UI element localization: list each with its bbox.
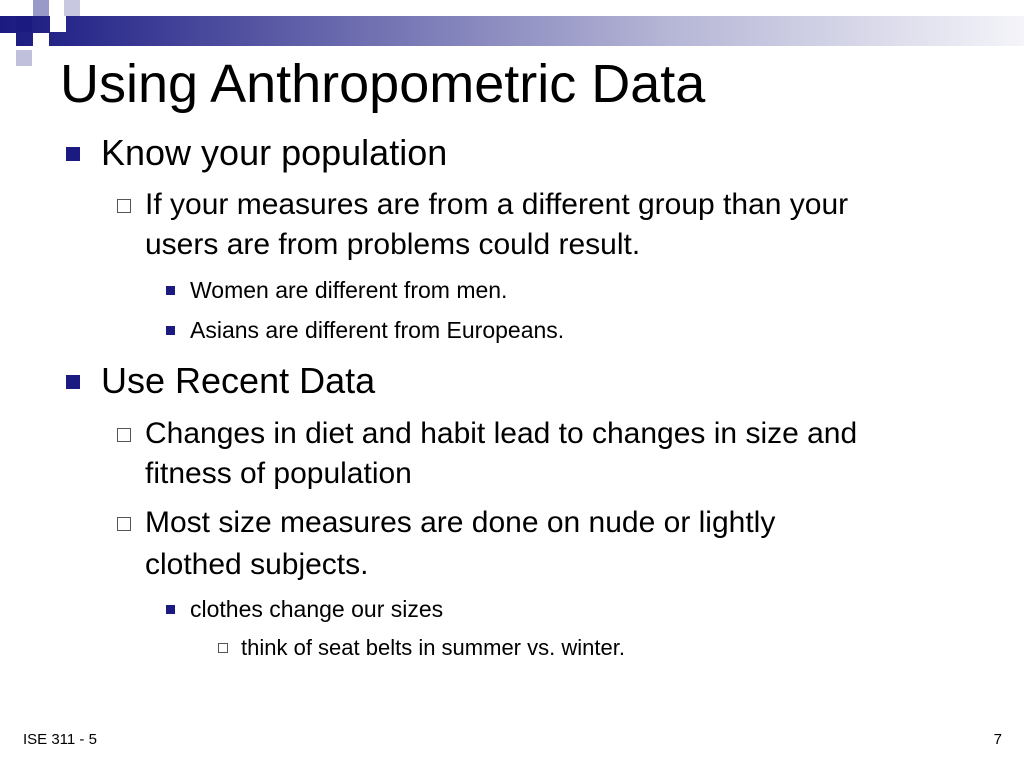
- bullet-text-line: clothed subjects.: [145, 548, 369, 581]
- filled-square-bullet-icon: [166, 286, 175, 295]
- filled-square-bullet-icon: [66, 147, 80, 161]
- hollow-square-bullet-icon: [117, 517, 131, 531]
- bullet-text-line: If your measures are from a different group than your: [145, 188, 849, 221]
- hollow-square-bullet-icon: [117, 199, 131, 213]
- header-gradient-bar: [0, 16, 1024, 46]
- bullet-text-line: users are from problems could result.: [145, 228, 641, 261]
- bullet-text: clothes change our sizes: [190, 596, 444, 622]
- bullet-text: Women are different from men.: [190, 277, 508, 303]
- bullet-text-line: fitness of population: [145, 457, 412, 490]
- bullet-text: Asians are different from Europeans.: [190, 317, 565, 343]
- bullet-text: Use Recent Data: [101, 360, 376, 401]
- decorative-square: [33, 0, 49, 16]
- hollow-square-bullet-icon: [218, 643, 228, 653]
- footer-course-label: ISE 311 - 5: [23, 731, 97, 748]
- filled-square-bullet-icon: [166, 605, 175, 614]
- decorative-square: [0, 33, 16, 49]
- decorative-square: [64, 0, 80, 16]
- filled-square-bullet-icon: [66, 375, 80, 389]
- bullet-text-line: Changes in diet and habit lead to changes in size and: [145, 417, 858, 450]
- bullet-text-line: Most size measures are done on nude or lightly: [145, 506, 776, 539]
- slide-page-number: 7: [993, 731, 1002, 748]
- decorative-square: [50, 16, 66, 32]
- decorative-square: [33, 33, 49, 49]
- bullet-text: Know your population: [101, 132, 448, 173]
- decorative-square: [16, 16, 32, 32]
- filled-square-bullet-icon: [166, 326, 175, 335]
- slide-title: Using Anthropometric Data: [60, 54, 706, 114]
- hollow-square-bullet-icon: [117, 428, 131, 442]
- bullet-text: think of seat belts in summer vs. winter.: [241, 635, 625, 660]
- decorative-square: [16, 50, 32, 66]
